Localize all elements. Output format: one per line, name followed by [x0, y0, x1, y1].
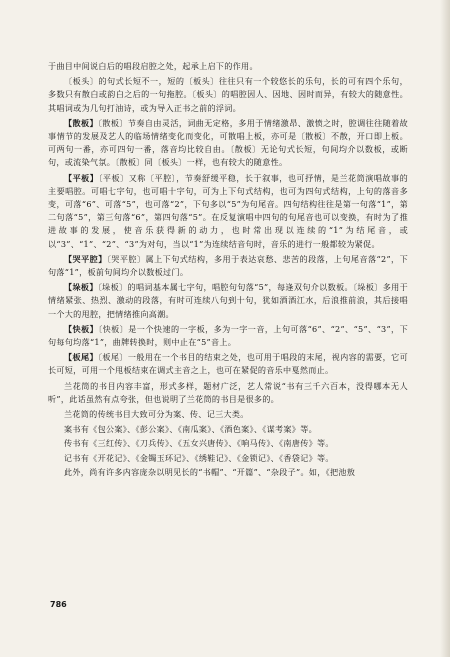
term-label: 【平板】	[64, 172, 99, 183]
paragraph-text: 于曲目中间说白后的唱段启腔之处，起承上启下的作用。	[48, 61, 258, 71]
paragraph-duoban	[48, 281, 408, 321]
paragraph-text: 兰花筒的传统书目大致可分为案、传、记三大类。	[64, 409, 249, 420]
paragraph-text: 〔平板〕又称〔平腔〕，节奏舒缓平稳，长于叙事，也可抒情，是兰花筒演唱故事的主要唱腔。可唱七字句，也可唱十字句，可为上下句式结构，也可为四句式结构，上句的落音多变，可落“6”、可落“5”，也可落“2”，下句多以“5”为句尾音。四句结构往往是第一句落“1”，第二句落“5”，第三句落“6”，第四句落“5”。在反复演唱中四句的句尾音也可以变换，有时为了推进故事的发展，使音乐获得新的动力，也时常出现以连续的“1”为结尾音，或以“3”、“1”、“2”、“3”为对句，当以“1”为连续结音句时，音乐的进行一般都较为紧促。	[48, 172, 408, 249]
list-item	[48, 437, 408, 450]
paragraph-text: 〔垛板〕的唱词基本属七字句，唱腔句句落“5”，每逢双句介以数板。〔垛板〕多用于情绪紧张、热烈、激动的段落，有时可连续八句到十句，犹如酒酒江水，后浪推前浪，其后接唱一个大的甩腔，把情绪推向高潮。	[48, 282, 408, 319]
paragraph	[48, 60, 408, 73]
term-label: 【垛板】	[64, 282, 98, 293]
paragraph-pingban	[48, 172, 408, 251]
list-item-text: 传书有《三红传》、《刀兵传》、《五女兴唐传》、《响马传》、《南唐传》等。	[64, 438, 334, 449]
list-item	[48, 423, 408, 436]
paragraph-banwei	[48, 351, 408, 377]
paragraph-sanban	[48, 117, 408, 170]
paragraph-text: 〔快板〕是一个快速的一字板，多为一字一音，上句可落“6”、“2”、“5”、“3”，下句每句均落“1”，曲牌转换时，则中止在“5”音上。	[48, 323, 408, 348]
page-number: 786	[50, 600, 67, 609]
term-label: 【板尾】	[64, 352, 98, 363]
body-text	[48, 60, 408, 480]
term-label: 【快板】	[64, 323, 99, 334]
paragraph-kupingqiang	[48, 253, 408, 279]
paragraph-kuaiban	[48, 323, 408, 349]
paragraph	[48, 380, 408, 406]
list-item	[48, 466, 408, 479]
paragraph	[48, 75, 408, 115]
list-item	[48, 452, 408, 465]
scan-edge-shadow	[440, 0, 450, 657]
paragraph-text: 〔板尾〕一般用在一个书目的结束之处，也可用于唱段的末尾，视内容的需要，它可长可短，可用一个甩板结束在调式主音之上，也可在紧促的音乐中戛然而止。	[48, 352, 408, 376]
paragraph-text: 〔板头〕的句式长短不一，短的〔板头〕往往只有一个较悠长的乐句，长的可有四个乐句，多数只有散白或韵白之后的一句拖腔。〔板头〕的唱腔因人、因地、因时而异，有较大的随意性。其唱词或为几句打油诗，或为导入正书之前的浮词。	[48, 76, 408, 113]
paragraph-text: 兰花筒的书目内容丰富，形式多样，题材广泛，艺人常说“书有三千六百本，没得哪本无人听”，此话虽然有点夸张，但也说明了兰花筒的书目是很多的。	[48, 380, 408, 404]
paragraph	[48, 408, 408, 421]
list-item-text: 此外，尚有许多内容庞杂以明见长的“书帽”、“开篇”、“杂段子”。如，《把池敖	[64, 466, 356, 477]
term-label: 【哭平腔】	[64, 253, 107, 264]
list-item-text: 记书有《开花记》、《金镯玉环记》、《绣鞋记》、《金锁记》、《香袋记》等。	[64, 452, 334, 463]
paragraph-text: 〔散板〕节奏自由灵活，词曲无定格，多用于情绪激昂、激愤之时，腔调往往随着故事情节的发展及艺人的临场情绪变化而变化，可散唱上板，亦可是〔散板〕不散，开口即上板。可两句一番，亦可四句一番，落音均比较自由。〔散板〕无论句式长短，句间均介以数板，或断句，或流染气氛。〔散板〕同〔板头〕一样，也有较大的随意性。	[48, 117, 408, 168]
paragraph-text: 〔哭平腔〕属上下句式结构，多用于表达哀愁、悲苦的段落，上句尾音落“2”，下句落“1”，板前句间均介以数板过门。	[48, 253, 408, 278]
list-item-text: 案书有《包公案》、《彭公案》、《南瓜案》、《酒色案》、《谋考案》等。	[64, 424, 317, 435]
term-label: 【散板】	[64, 117, 98, 128]
